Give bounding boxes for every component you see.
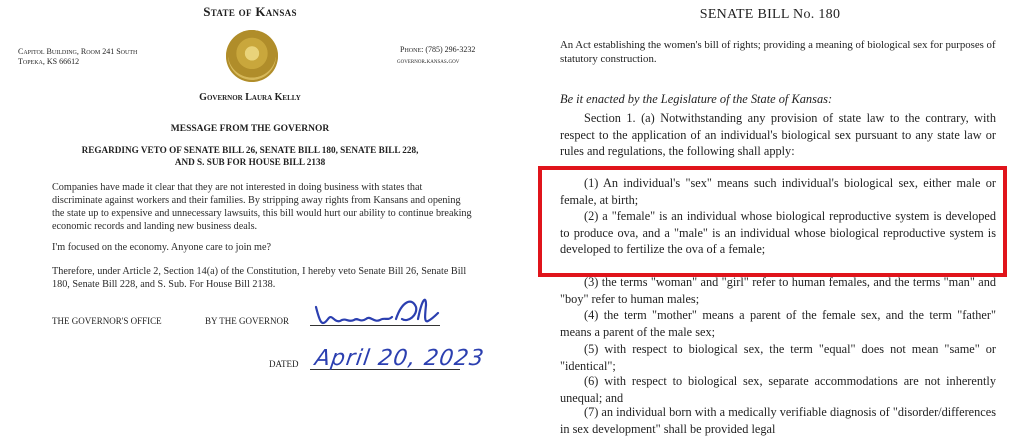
handwritten-date: April 20, 2023 <box>313 346 487 371</box>
letter-paragraph-2: I'm focused on the economy. Anyone care to join me? <box>52 242 272 253</box>
bill-item-2: (2) a "female" is an individual whose biological reproductive system is developed to produce ova, and a "male" is an individual whose biological reproductive system is developed to fertilize the ova of a female; <box>560 209 996 257</box>
letter-paragraph-3: Therefore, under Article 2, Section 14(a) of the Constitution, I hereby veto Senate Bill 26, Senate Bill 180, Senate Bill 228, and S. Sub. For House Bill 2138. <box>52 266 467 290</box>
governors-office-label: THE GOVERNOR'S OFFICE <box>52 316 162 326</box>
letter-paragraph-1: Companies have made it clear that they are not interested in doing business with states that discriminate against workers and their families. By stripping away rights from Kansans and opening the state up to expensive and unnecessary lawsuits, this bill would hurt our ability to continue breaking economic records and landing new business deals. <box>52 182 472 232</box>
bill-item-5: (5) with respect to biological sex, the term "equal" does not mean "same" or "identical"; <box>560 342 996 373</box>
address-line1: Capitol Building, Room 241 South <box>18 47 138 56</box>
bill-item-3: (3) the terms "woman" and "girl" refer to human females, and the terms "man" and "boy" refer to human males; <box>560 275 996 306</box>
bill-item-4: (4) the term "mother" means a parent of the female sex, and the term "father" means a parent of the male sex; <box>560 308 996 339</box>
bill-item-6: (6) with respect to biological sex, separate accommodations are not inherently unequal; and <box>560 374 996 405</box>
state-title: State of Kansas <box>203 4 297 19</box>
enacting-clause: Be it enacted by the Legislature of the State of Kansas: <box>560 92 833 106</box>
message-title: MESSAGE FROM THE GOVERNOR <box>170 124 330 134</box>
highlight-box <box>538 166 1007 277</box>
dated-label: DATED <box>269 359 299 369</box>
phone-number: Phone: (785) 296-3232 <box>400 45 476 54</box>
kansas-seal-icon <box>226 30 278 82</box>
bill-title: SENATE BILL No. 180 <box>699 7 841 22</box>
by-governor-label: BY THE GOVERNOR <box>205 316 290 326</box>
website: governor.kansas.gov <box>397 56 460 65</box>
address-line2: Topeka, KS 66612 <box>18 57 80 66</box>
governor-name: Governor Laura Kelly <box>199 92 301 103</box>
governor-letter-page <box>0 0 520 426</box>
regarding-line1: REGARDING VETO OF SENATE BILL 26, SENATE BILL 180, SENATE BILL 228, <box>81 145 419 155</box>
section-1-text: Section 1. (a) Notwithstanding any provision of state law to the contrary, with respect to the application of an individual's biological sex pursuant to any state law or rules and regulations, the following shall apply: <box>560 111 996 159</box>
act-description: An Act establishing the women's bill of rights; providing a meaning of biological sex for purposes of statutory construction. <box>560 39 996 65</box>
bill-item-7: (7) an individual born with a medically verifiable diagnosis of "disorder/differences in sex development" shall be provided legal <box>560 405 996 436</box>
bill-item-1: (1) An individual's "sex" means such individual's biological sex, either male or female, at birth; <box>560 176 996 207</box>
governor-signature <box>312 293 442 335</box>
regarding-line2: AND S. SUB FOR HOUSE BILL 2138 <box>174 157 326 167</box>
